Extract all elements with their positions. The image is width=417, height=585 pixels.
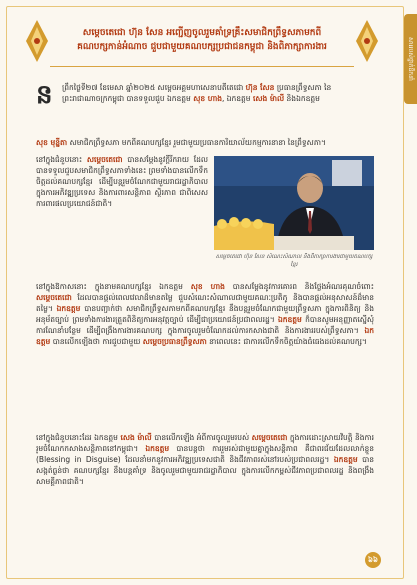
para2-highlight-6: សម្ដេចប្រធានព្រឹទ្ធសភា: [142, 337, 207, 346]
para2-text-7: នាពេលនេះ ជាការលើកទឹកចិត្តយ៉ាងធំធេងដល់គណបក្ស។: [209, 337, 367, 346]
meeting-photo: [214, 156, 374, 250]
photo-caption: សម្ដេចតេជោ ហ៊ុន សែន សំណេះសំណាល និងពិភាក្សាការងារជាមួយគណបក្សខ្មែរ: [215, 254, 373, 268]
para2-text-4: បានបញ្ជាក់ថា សមាជិកព្រឹទ្ធសភាមកពីគណបក្សខ្មែរ នឹងបន្តរួមចំណែកជាមួយព្រឹទ្ធសភា ក្នុងការពិនិត្យ និងអនុម័តច្បាប់ ព្រមទាំងការងារត្រួតពិនិត្យការអនុវត្តច្បាប់ ដើម្បីជាប្រយោជន៍ប្រជាពលរដ្ឋ។: [36, 304, 374, 324]
title-line-1: សម្ដេចតេជោ ហ៊ុន សែន អញ្ជើញចូលរួមគាំទ្រគ្រឹះសមាជិកព្រឹទ្ធសភាមកពី: [82, 28, 322, 38]
title-line-2: គណបក្សកាន់អំណាច ជួបជាមួយគណបក្សប្រជាជនកម្ពុជា និងពិភាក្សាការងារ: [77, 42, 327, 52]
drop-cap: ន: [36, 80, 53, 110]
para2-highlight-2: សម្ដេចតេជោ: [36, 293, 72, 302]
para3-text-5: ដែលនាំមកនូវការអភិវឌ្ឍប្រទេសជាតិ និងជីវភាពរស់នៅរបស់ប្រជាពលរដ្ឋ។: [125, 455, 330, 464]
intro-text-3: , ឯកឧត្តម: [222, 94, 251, 103]
intro-continued: [36, 137, 374, 149]
para1-text-2: បានសម្ដែងនូវក្ដីរីករាយ ដែលបានទទួលជួបសមាជិកព្រឹទ្ធសភាទាំងនេះ ព្រមទាំងបានលើកទឹកចិត្តដល់គណបក្សខ្មែរ ដើម្បីបន្តរួមចំណែកជាមួយរាជរដ្ឋាភិបាល ក្នុងការអភិវឌ្ឍប្រទេស និងការពារសន្តិភាព ស្ថិរភាព ជាពិសេសការពារផលប្រយោជន៍ជាតិ។: [36, 155, 208, 208]
intro-text-5: សមាជិកព្រឹទ្ធសភា មកពីគណបក្សខ្មែរ រួមជាមួយប្រធានការិយាល័យកម្មការនានា នៃព្រឹទ្ធសភា។: [69, 138, 326, 147]
section-side-tab: [404, 14, 417, 104]
paragraph-2: [36, 281, 374, 428]
para2-highlight-5: ឯកឧត្តម: [36, 326, 374, 346]
para1-text-1: នៅក្នុងជំនួបនោះ: [36, 155, 83, 164]
para2-text-1: នៅក្នុងឱកាសនោះ ក្នុងនាមគណបក្សខ្មែរ ឯកឧត្តម: [36, 282, 183, 291]
title-divider: [50, 66, 354, 67]
paragraph-1: [36, 154, 208, 272]
para3-highlight-1: សេង ម៉ាលី: [120, 433, 152, 442]
para3-english-phrase: (Blessing in Disguise): [36, 455, 121, 464]
intro-name-1: ហ៊ុន សែន: [245, 83, 275, 92]
para1-highlight-1: សម្ដេចតេជោ: [86, 155, 123, 164]
para3-text-3: ក្នុងការដោះស្រាយវិបត្តិ និងការរួមចំណែកកសាងសន្តិភាពនៅកម្ពុជា។: [36, 433, 374, 453]
para3-text-6: បានសង្កត់ធ្ងន់ថា គណបក្សខ្មែរ នឹងបន្តគាំទ្រ និងចូលរួមជាមួយរាជរដ្ឋាភិបាល ក្នុងការលើកកម្ពស់ជីវភាពប្រជាពលរដ្ឋ និងពង្រឹងសាមគ្គីភាពជាតិ។: [36, 455, 374, 486]
para2-text-2: បានសម្ដែងនូវការគោរព និងថ្លែងអំណរគុណចំពោះ: [232, 282, 374, 291]
article-title: [52, 26, 352, 64]
para3-highlight-4: ឯកឧត្តម: [333, 455, 358, 464]
intro-text-2: ប្រធានព្រឹទ្ធសភា នៃព្រះរាជាណាចក្រកម្ពុជា បានទទួលជួប ឯកឧត្ដម: [62, 83, 332, 103]
para3-highlight-2: សម្ដេចតេជោ: [251, 433, 288, 442]
side-tab-label: សាររបស់ថ្នាក់ដឹកនាំ: [407, 37, 414, 81]
para3-text-1: នៅក្នុងជំនួបនោះដែរ ឯកឧត្តម: [36, 433, 118, 442]
left-ornament-icon: [24, 18, 50, 64]
para3-text-4: បានបន្តថា ការរួមរស់ជាមួយគ្នាក្នុងសន្តិភាព គឺជាពរជ័យដែលលាក់ខ្លួន: [176, 444, 374, 453]
para2-text-3: ដែលបានផ្ដល់ពេលវេលាដ៏មានតម្លៃ ជួបសំណេះសំណាលជាមួយគណៈប្រតិភូ និងបានផ្ដល់អនុសាសន៍ដ៏មានតម្លៃ។: [36, 293, 374, 313]
intro-name-2: សុខ ហាង: [193, 94, 222, 103]
intro-paragraph: [62, 82, 374, 136]
para2-text-6: បានលើកឡើងថា ការជួបជាមួយ: [52, 337, 141, 346]
para3-text-2: បានលើកឡើង អំពីការចូលរួមរបស់: [154, 433, 250, 442]
para2-highlight-1: សុខ ហាង: [190, 282, 225, 291]
para2-highlight-4: ឯកឧត្តម: [277, 315, 302, 324]
para3-highlight-3: ឯកឧត្តម: [145, 444, 170, 453]
page-number: ៦៦: [365, 552, 381, 568]
intro-name-3: សេង ម៉ាលី: [252, 94, 285, 103]
intro-name-4: សុខ មុន្នីតា: [36, 138, 68, 147]
paragraph-3: [36, 432, 374, 548]
para2-text-5: ក៏បានសូមអនុញ្ញាតស្នើសុំការណែនាំបន្ថែម ដើម្បីពង្រឹងការងារគណបក្ស ក្នុងការចូលរួមចំណែកដល់ការកសាងជាតិ និងការងាររបស់ព្រឹទ្ធសភា។: [36, 315, 374, 335]
para2-highlight-3: ឯកឧត្តម: [56, 304, 81, 313]
intro-text-1: ព្រឹកថ្ងៃទី២៧ ខែមេសា ឆ្នាំ២០២៥ សម្ដេចអគ្គមហាសេនាបតីតេជោ: [62, 83, 244, 92]
intro-text-4: និងឯកឧត្តម: [286, 94, 320, 103]
right-ornament-icon: [354, 18, 380, 64]
